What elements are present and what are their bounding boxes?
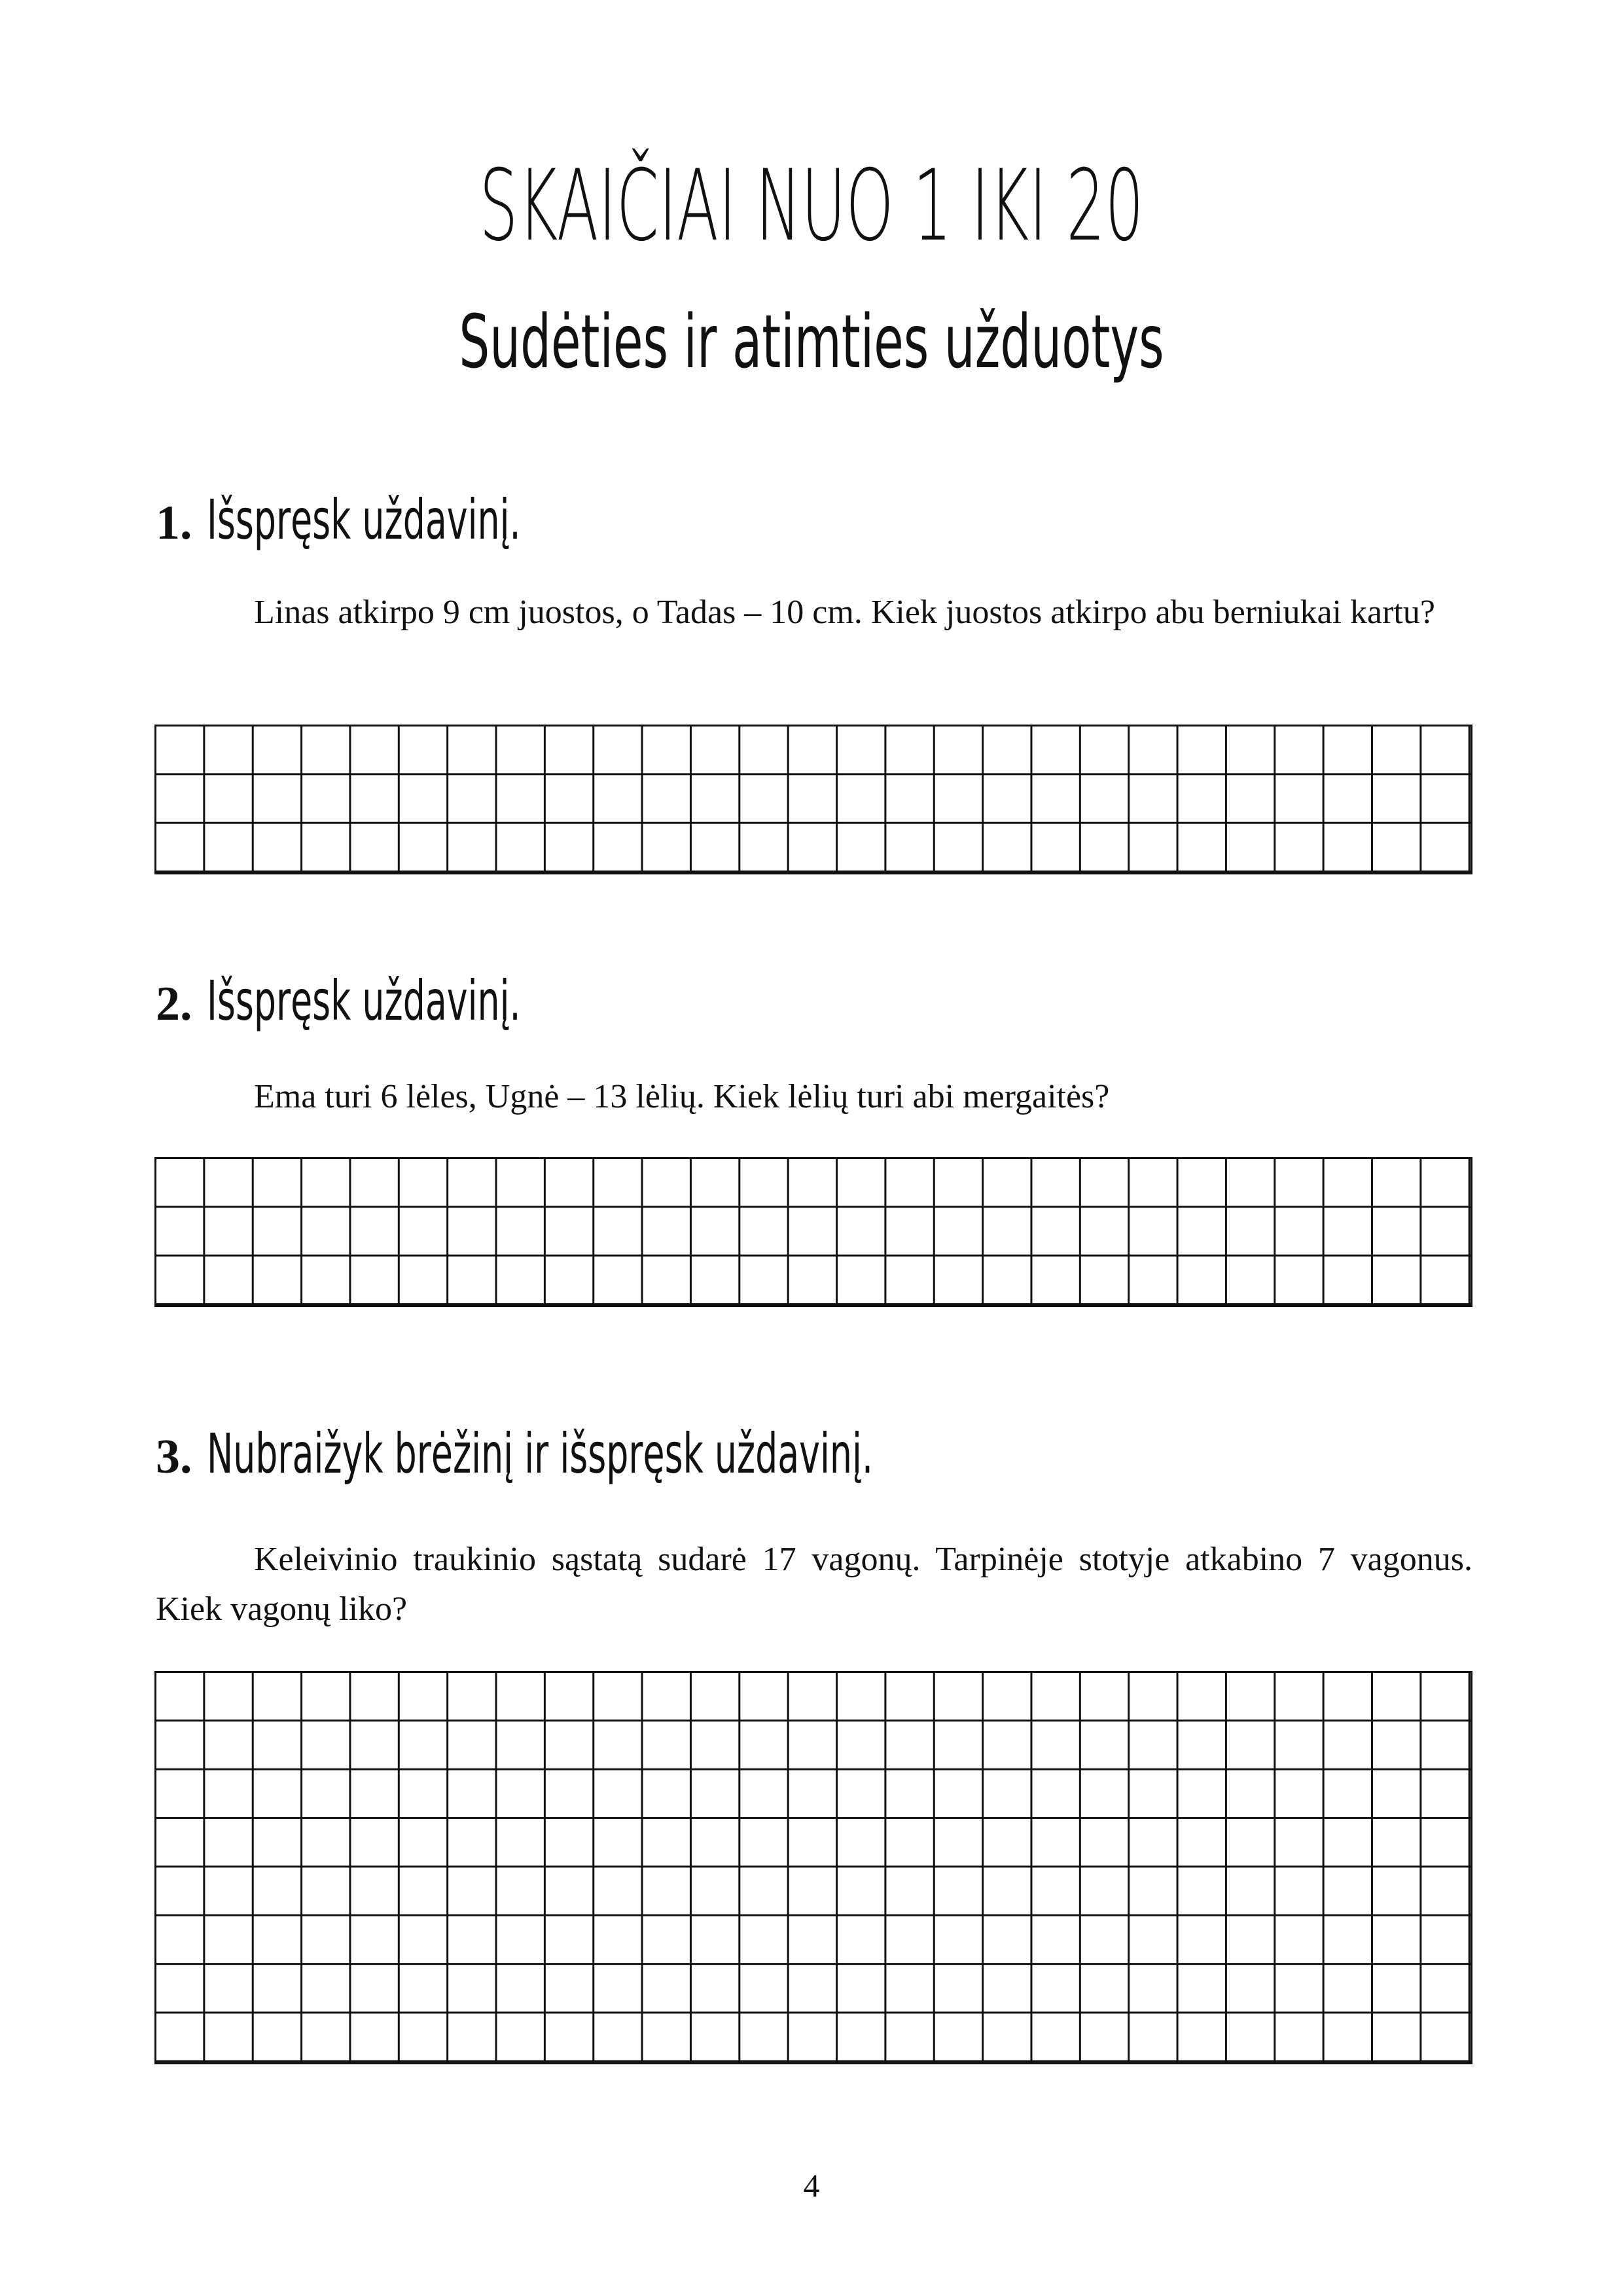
page-subtitle: Sudėties ir atimties užduotys: [459, 300, 1164, 385]
task-2-heading: [156, 969, 697, 1033]
task-3-number: 3.: [156, 1430, 192, 1484]
task-3-text: Keleivinio traukinio sąstatą sudarė 17 vagonų. Tarpinėje stotyje atkabino 7 vagonus. Kiek vagonų liko?: [156, 1541, 1472, 1628]
task-1-number: 1.: [156, 496, 192, 550]
task-2-text: Ema turi 6 lėles, Ugnė – 13 lėlių. Kiek lėlių turi abi mergaitės?: [254, 1078, 1110, 1115]
task-3-answer-grid[interactable]: [154, 1671, 1472, 2064]
task-1-text: Linas atkirpo 9 cm juostos, o Tadas – 10 cm. Kiek juostos atkirpo abu berniukai kartu?: [254, 594, 1435, 631]
page-number: 4: [803, 2167, 820, 2204]
task-2-title: Išspręsk uždavinį.: [206, 969, 521, 1033]
task-1-answer-grid[interactable]: [154, 725, 1472, 874]
task-2-number: 2.: [156, 977, 192, 1031]
task-3-heading: [156, 1422, 1247, 1486]
task-3-title: Nubraižyk brėžinį ir išspręsk uždavinį.: [206, 1422, 873, 1486]
task-2-answer-grid[interactable]: [154, 1157, 1472, 1307]
task-1-heading: [156, 488, 697, 552]
task-1-title: Išspręsk uždavinį.: [206, 488, 521, 552]
page-title: SKAIČIAI NUO 1 IKI 20: [479, 149, 1144, 263]
